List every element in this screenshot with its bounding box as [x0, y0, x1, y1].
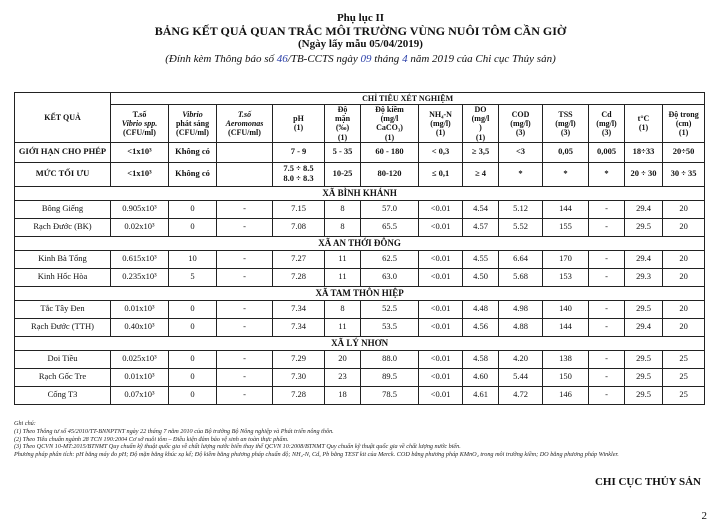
cell: 57.0: [361, 200, 419, 218]
table-row: [15, 200, 705, 218]
results-table-body: [15, 93, 705, 405]
cell: 25: [663, 368, 705, 386]
cell: 52.5: [361, 300, 419, 318]
column-header-line: (1): [678, 127, 689, 137]
row-label: Tắc Tây Đen: [15, 300, 111, 318]
cell: 20: [663, 268, 705, 286]
cell: 144: [543, 318, 589, 336]
cell: -: [589, 318, 625, 336]
cell: 11: [325, 268, 361, 286]
column-header: [419, 105, 463, 143]
note-line: (1) Theo Thông tư số 45/2010/TT-BNNPTNT ngày 22 tháng 7 năm 2010 của Bộ trưởng Bộ Nông nghiệp và Phát triển nông thôn.: [14, 427, 334, 435]
row-label: GIỚI HẠN CHO PHÉP: [15, 142, 111, 162]
limit-row: [15, 142, 705, 162]
cell: 4.48: [463, 300, 499, 318]
column-header: [463, 105, 499, 143]
column-header-line: Độ kiềm: [375, 105, 404, 114]
column-header-line: (1): [475, 132, 486, 142]
cell: 29.3: [625, 268, 663, 286]
cell: ≥ 4: [463, 162, 499, 186]
section-title: XÃ AN THỚI ĐÔNG: [15, 236, 705, 250]
cell: Không có: [169, 142, 217, 162]
cell: <0.01: [419, 318, 463, 336]
cell: 10-25: [325, 162, 361, 186]
row-label: Rạch Gốc Tre: [15, 368, 111, 386]
cell: 7 - 9: [273, 142, 325, 162]
cell: 138: [543, 350, 589, 368]
row-label: Kinh Bà Tổng: [15, 250, 111, 268]
result-label-header: KẾT QUẢ: [15, 93, 111, 143]
cell: 25: [663, 350, 705, 368]
column-header-line: (1): [293, 123, 304, 133]
attach-mid: /TB-CCTS ngày: [287, 53, 358, 65]
cell: 0: [169, 318, 217, 336]
section-title: XÃ TAM THÔN HIỆP: [15, 286, 705, 300]
cell: 4.20: [499, 350, 543, 368]
cell: 7.28: [273, 386, 325, 404]
cell: 20÷50: [663, 142, 705, 162]
cell: *: [543, 162, 589, 186]
cell: 7.30: [273, 368, 325, 386]
column-header-line: Aeromonas: [225, 118, 264, 128]
cell: 20 ÷ 30: [625, 162, 663, 186]
cell: *: [589, 162, 625, 186]
cell: 0: [169, 368, 217, 386]
table-row: [15, 268, 705, 286]
cell: 29.4: [625, 250, 663, 268]
column-header-line: (3): [601, 127, 612, 137]
cell: 0: [169, 350, 217, 368]
cell: -: [589, 368, 625, 386]
cell: 8: [325, 200, 361, 218]
row-label: Rạch Đước (TTH): [15, 318, 111, 336]
cell: <3: [499, 142, 543, 162]
cell: 4.61: [463, 386, 499, 404]
cell: -: [217, 350, 273, 368]
section-title: XÃ LÝ NHƠN: [15, 336, 705, 350]
column-header-line: (mg/l): [596, 118, 617, 128]
column-header-line: Vibrio: [182, 109, 203, 119]
cell: 29.4: [625, 200, 663, 218]
cell: <0.01: [419, 268, 463, 286]
cell: [217, 162, 273, 186]
column-header-line: TSS: [558, 109, 573, 119]
column-header-line: ): [479, 123, 482, 133]
optimal-row: [15, 162, 705, 186]
cell: 29.5: [625, 350, 663, 368]
cell: 0: [169, 386, 217, 404]
column-header-line: (3): [560, 127, 571, 137]
column-header-line: t°C: [637, 114, 650, 124]
row-label: Doi Tiều: [15, 350, 111, 368]
cell: 65.5: [361, 218, 419, 236]
cell: 20: [325, 350, 361, 368]
cell: 29.5: [625, 386, 663, 404]
cell: 5.44: [499, 368, 543, 386]
cell: 4.98: [499, 300, 543, 318]
table-row: [15, 300, 705, 318]
column-header-line: T.số: [237, 109, 252, 119]
column-header: [625, 105, 663, 143]
column-header-line: mặn: [334, 114, 351, 124]
results-table: [14, 92, 705, 405]
cell: 5: [169, 268, 217, 286]
note-line: Phương pháp phân tích: pH bằng máy đo pH; Độ mặn bằng khúc xạ kế; Độ kiềm bằng phương pháp chuẩn độ; NH₄-N, Cd, Pb bằng TEST kit của Merck. COD bằng phương pháp KMnO₄ trong môi trường kiềm; DO bằng phương pháp Winkler.: [14, 451, 619, 458]
column-header-line: phát sáng: [175, 118, 210, 128]
cell: 20: [663, 318, 705, 336]
column-header-line: (1): [384, 132, 395, 142]
handwritten-month: 4: [402, 53, 408, 65]
cell: 0.235x10³: [111, 268, 169, 286]
cell: 153: [543, 268, 589, 286]
cell: 10: [169, 250, 217, 268]
cell: 4.88: [499, 318, 543, 336]
attachment-line: [0, 53, 721, 65]
cell: 4.56: [463, 318, 499, 336]
handwritten-number: 46: [276, 53, 288, 65]
column-header-line: (CFU/ml): [176, 127, 209, 137]
cell: <0.01: [419, 250, 463, 268]
column-header-line: pH: [293, 114, 304, 124]
note-line: (2) Theo Tiêu chuẩn ngành 28 TCN 190:2004 Cơ sở nuôi tôm – Điều kiện đảm bảo vệ sinh an toàn thực phẩm.: [14, 435, 289, 443]
cell: -: [589, 268, 625, 286]
page-title: BẢNG KẾT QUẢ QUAN TRẮC MÔI TRƯỜNG VÙNG NUÔI TÔM CẦN GIỜ: [154, 24, 567, 38]
column-header-line: CaCO₃): [376, 123, 403, 133]
column-header-line: (1): [435, 127, 446, 137]
page-number: 2: [701, 510, 707, 522]
cell: 4.72: [499, 386, 543, 404]
handwritten-day: 09: [360, 53, 372, 65]
notes: [14, 420, 704, 459]
cell: Không có: [169, 162, 217, 186]
cell: 170: [543, 250, 589, 268]
cell: 7.27: [273, 250, 325, 268]
column-header-line: Độ trong: [668, 109, 699, 119]
column-header: [499, 105, 543, 143]
cell: 4.60: [463, 368, 499, 386]
column-header: [273, 105, 325, 143]
cell: <0.01: [419, 350, 463, 368]
column-header: [325, 105, 361, 143]
column-header-line: COD: [511, 109, 530, 119]
column-header-line: (mg/l: [380, 114, 399, 124]
cell: 18÷33: [625, 142, 663, 162]
cell: 4.57: [463, 218, 499, 236]
cell: 78.5: [361, 386, 419, 404]
cell: <0.01: [419, 200, 463, 218]
table-row: [15, 318, 705, 336]
column-header-line: (mg/l): [555, 118, 576, 128]
cell: 7.28: [273, 268, 325, 286]
column-header: [217, 105, 273, 143]
table-row: [15, 368, 705, 386]
cell: -: [217, 200, 273, 218]
cell: <1x10³: [111, 142, 169, 162]
cell: 4.58: [463, 350, 499, 368]
cell: -: [217, 250, 273, 268]
cell: 88.0: [361, 350, 419, 368]
cell: 20: [663, 200, 705, 218]
cell: 7.08: [273, 218, 325, 236]
row-label: Cống T3: [15, 386, 111, 404]
column-header-line: Cd: [601, 109, 612, 119]
cell: 29.4: [625, 318, 663, 336]
column-header-line: (CFU/ml): [123, 127, 156, 137]
column-header-line: (1): [337, 132, 348, 142]
column-header-line: Vibrio spp.: [121, 118, 158, 128]
column-header: [361, 105, 419, 143]
cell: 29.5: [625, 218, 663, 236]
cell: 0: [169, 200, 217, 218]
cell: 30 ÷ 35: [663, 162, 705, 186]
cell: 0.40x10³: [111, 318, 169, 336]
cell: 0.02x10³: [111, 218, 169, 236]
cell: 5.52: [499, 218, 543, 236]
cell: 29.5: [625, 368, 663, 386]
note-line: Ghi chú:: [14, 420, 36, 427]
cell: <0.01: [419, 368, 463, 386]
column-header-line: (cm): [675, 118, 692, 128]
attach-prefix: (Đính kèm Thông báo số: [165, 53, 275, 65]
cell: 18: [325, 386, 361, 404]
cell: 11: [325, 250, 361, 268]
column-header-line: (mg/l): [510, 118, 531, 128]
cell: 7.29: [273, 350, 325, 368]
cell: 0.025x10³: [111, 350, 169, 368]
cell: 5.68: [499, 268, 543, 286]
section-row: [15, 336, 705, 350]
column-header: [543, 105, 589, 143]
column-header-line: (3): [515, 127, 526, 137]
note-line: (3) Theo QCVN 10-MT:2015/BTNMT Quy chuẩn kỹ thuật quốc gia về chất lượng nước biển thay thế QCVN 10:2008/BTNMT Quy chuẩn kỹ thuật quốc gia về chất lượng nước biển.: [14, 443, 461, 451]
column-header: [169, 105, 217, 143]
cell: 20: [663, 300, 705, 318]
cell: 0.615x10³: [111, 250, 169, 268]
sample-date: (Ngày lấy mẫu 05/04/2019): [298, 38, 423, 50]
cell: 89.5: [361, 368, 419, 386]
cell: 11: [325, 318, 361, 336]
cell: 0.07x10³: [111, 386, 169, 404]
cell: 23: [325, 368, 361, 386]
cell: 7.15: [273, 200, 325, 218]
section-row: [15, 236, 705, 250]
group-header: CHỈ TIÊU XÉT NGHIỆM: [111, 93, 705, 105]
column-header: [589, 105, 625, 143]
column-header-line: (mg/l): [430, 118, 451, 128]
ph-extra: 8.0 ÷ 8.3: [283, 173, 314, 184]
cell: 155: [543, 218, 589, 236]
cell: 25: [663, 386, 705, 404]
cell: <0.01: [419, 218, 463, 236]
cell: ≥ 3,5: [463, 142, 499, 162]
cell: 80-120: [361, 162, 419, 186]
cell: < 0,3: [419, 142, 463, 162]
cell: *: [499, 162, 543, 186]
cell: 140: [543, 300, 589, 318]
cell: -: [589, 250, 625, 268]
cell: -: [217, 368, 273, 386]
cell: 60 - 180: [361, 142, 419, 162]
cell: 0.01x10³: [111, 300, 169, 318]
column-header-line: (‰): [335, 123, 350, 133]
column-header-row: [15, 105, 705, 143]
agency-signature: CHI CỤC THỦY SẢN: [594, 476, 701, 488]
cell: 53.5: [361, 318, 419, 336]
cell: 4.50: [463, 268, 499, 286]
column-header-line: (1): [638, 123, 649, 133]
cell: [217, 142, 273, 162]
appendix-label: Phụ lục II: [336, 12, 385, 24]
attach-suffix: năm 2019 của Chi cục Thủy sản): [410, 53, 556, 65]
cell: -: [589, 218, 625, 236]
column-header-line: T.số: [132, 109, 147, 119]
cell: 20: [663, 218, 705, 236]
column-header-line: DO: [474, 105, 487, 114]
cell: 63.0: [361, 268, 419, 286]
cell: -: [217, 386, 273, 404]
cell: 5.12: [499, 200, 543, 218]
cell: 150: [543, 368, 589, 386]
table-row: [15, 218, 705, 236]
cell: 6.64: [499, 250, 543, 268]
section-row: [15, 286, 705, 300]
attach-mid2: tháng: [374, 53, 400, 65]
cell: 0: [169, 218, 217, 236]
cell: 146: [543, 386, 589, 404]
cell: 62.5: [361, 250, 419, 268]
cell: 7.34: [273, 300, 325, 318]
cell: -: [217, 300, 273, 318]
table-row: [15, 250, 705, 268]
cell: 7.34: [273, 318, 325, 336]
column-header-line: Độ: [337, 105, 348, 114]
row-label: MỨC TỐI ƯU: [15, 162, 111, 186]
cell: 0: [169, 300, 217, 318]
cell: 0.01x10³: [111, 368, 169, 386]
row-label: Kinh Hốc Hòa: [15, 268, 111, 286]
cell: -: [589, 386, 625, 404]
cell: 0,05: [543, 142, 589, 162]
cell: <0.01: [419, 300, 463, 318]
section-row: [15, 186, 705, 200]
cell: 7.5 ÷ 8.5 8.0 ÷ 8.3: [273, 162, 325, 186]
cell: -: [589, 200, 625, 218]
column-header: [111, 105, 169, 143]
cell: 0,005: [589, 142, 625, 162]
cell: 8: [325, 300, 361, 318]
cell: -: [217, 318, 273, 336]
cell: -: [589, 300, 625, 318]
column-header-line: NH₄-N: [429, 109, 452, 119]
table-row: [15, 350, 705, 368]
cell: ≤ 0,1: [419, 162, 463, 186]
cell: 4.54: [463, 200, 499, 218]
cell: <0.01: [419, 386, 463, 404]
cell: -: [589, 350, 625, 368]
table-row: [15, 386, 705, 404]
cell: 4.55: [463, 250, 499, 268]
column-header-line: (CFU/ml): [228, 127, 261, 137]
column-header: [663, 105, 705, 143]
cell: 5 - 35: [325, 142, 361, 162]
cell: <1x10³: [111, 162, 169, 186]
column-header-line: (mg/l: [471, 114, 490, 124]
section-title: XÃ BÌNH KHÁNH: [15, 186, 705, 200]
cell: 144: [543, 200, 589, 218]
cell: -: [217, 268, 273, 286]
header-row: [15, 93, 705, 105]
cell: 20: [663, 250, 705, 268]
cell: 8: [325, 218, 361, 236]
cell: 0.905x10³: [111, 200, 169, 218]
cell: -: [217, 218, 273, 236]
row-label: Bông Giếng: [15, 200, 111, 218]
cell: 29.5: [625, 300, 663, 318]
row-label: Rạch Đước (BK): [15, 218, 111, 236]
